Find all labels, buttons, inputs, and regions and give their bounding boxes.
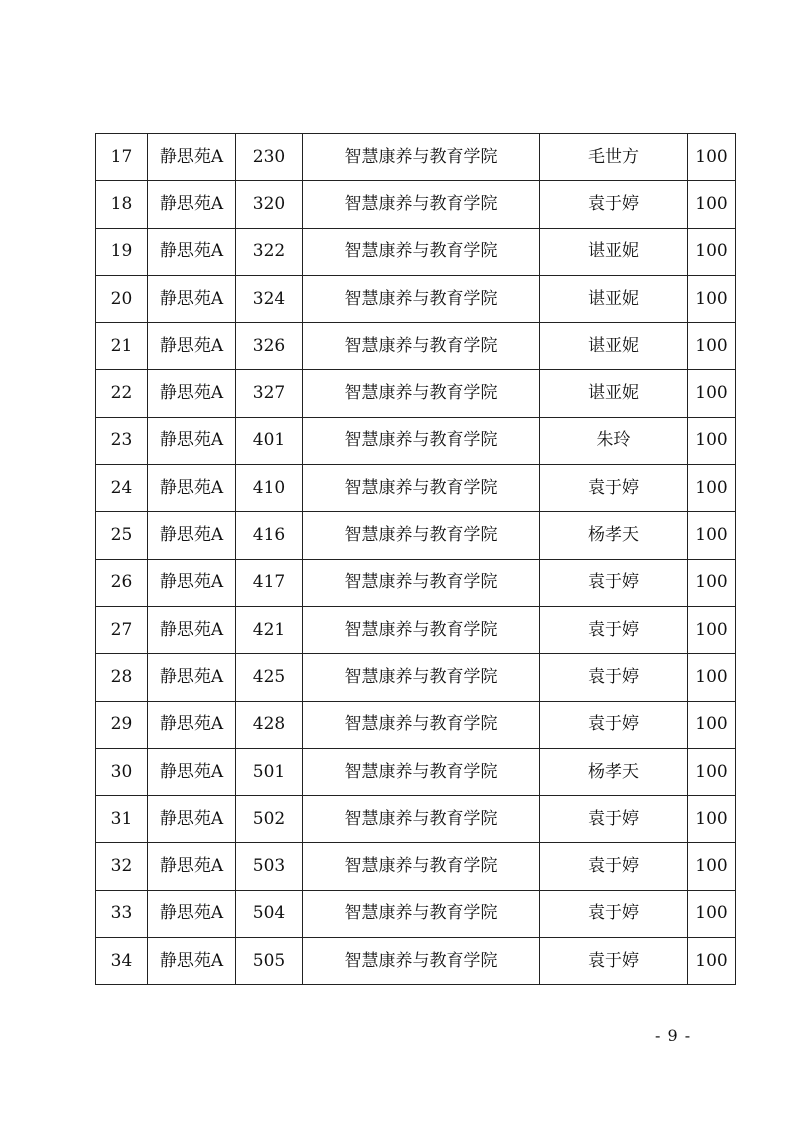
score-cell: 100 — [688, 181, 736, 228]
college-cell: 智慧康养与教育学院 — [303, 559, 540, 606]
room-number-cell: 416 — [236, 512, 303, 559]
inspector-name-cell: 袁于婷 — [540, 654, 688, 701]
building-cell: 静思苑A — [148, 370, 236, 417]
table-row — [96, 465, 736, 512]
table-row — [96, 748, 736, 795]
room-number-cell: 324 — [236, 275, 303, 322]
table-row — [96, 323, 736, 370]
table-row — [96, 606, 736, 653]
room-number-cell: 505 — [236, 938, 303, 985]
row-index-cell: 18 — [96, 181, 148, 228]
room-number-cell: 421 — [236, 606, 303, 653]
score-cell: 100 — [688, 134, 736, 181]
building-cell: 静思苑A — [148, 134, 236, 181]
page-number: - 9 - — [655, 1026, 692, 1045]
building-cell: 静思苑A — [148, 748, 236, 795]
building-cell: 静思苑A — [148, 512, 236, 559]
table-row — [96, 559, 736, 606]
score-cell: 100 — [688, 654, 736, 701]
inspector-name-cell: 袁于婷 — [540, 606, 688, 653]
building-cell: 静思苑A — [148, 228, 236, 275]
row-index-cell: 30 — [96, 748, 148, 795]
college-cell: 智慧康养与教育学院 — [303, 701, 540, 748]
row-index-cell: 32 — [96, 843, 148, 890]
score-cell: 100 — [688, 796, 736, 843]
building-cell: 静思苑A — [148, 701, 236, 748]
inspector-name-cell: 谌亚妮 — [540, 370, 688, 417]
score-cell: 100 — [688, 323, 736, 370]
row-index-cell: 21 — [96, 323, 148, 370]
row-index-cell: 26 — [96, 559, 148, 606]
building-cell: 静思苑A — [148, 181, 236, 228]
inspector-name-cell: 袁于婷 — [540, 843, 688, 890]
score-cell: 100 — [688, 275, 736, 322]
building-cell: 静思苑A — [148, 417, 236, 464]
score-cell: 100 — [688, 228, 736, 275]
row-index-cell: 28 — [96, 654, 148, 701]
table-body — [96, 134, 736, 985]
score-cell: 100 — [688, 938, 736, 985]
inspector-name-cell: 袁于婷 — [540, 465, 688, 512]
room-number-cell: 327 — [236, 370, 303, 417]
score-cell: 100 — [688, 748, 736, 795]
inspector-name-cell: 谌亚妮 — [540, 228, 688, 275]
college-cell: 智慧康养与教育学院 — [303, 417, 540, 464]
inspector-name-cell: 袁于婷 — [540, 701, 688, 748]
building-cell: 静思苑A — [148, 465, 236, 512]
room-number-cell: 503 — [236, 843, 303, 890]
row-index-cell: 31 — [96, 796, 148, 843]
table-row — [96, 417, 736, 464]
college-cell: 智慧康养与教育学院 — [303, 938, 540, 985]
inspector-name-cell: 毛世方 — [540, 134, 688, 181]
room-number-cell: 504 — [236, 890, 303, 937]
inspector-name-cell: 谌亚妮 — [540, 323, 688, 370]
table-row — [96, 938, 736, 985]
building-cell: 静思苑A — [148, 275, 236, 322]
row-index-cell: 20 — [96, 275, 148, 322]
building-cell: 静思苑A — [148, 796, 236, 843]
building-cell: 静思苑A — [148, 654, 236, 701]
room-number-cell: 322 — [236, 228, 303, 275]
building-cell: 静思苑A — [148, 559, 236, 606]
row-index-cell: 27 — [96, 606, 148, 653]
college-cell: 智慧康养与教育学院 — [303, 748, 540, 795]
row-index-cell: 34 — [96, 938, 148, 985]
college-cell: 智慧康养与教育学院 — [303, 843, 540, 890]
college-cell: 智慧康养与教育学院 — [303, 323, 540, 370]
score-cell: 100 — [688, 701, 736, 748]
room-number-cell: 320 — [236, 181, 303, 228]
building-cell: 静思苑A — [148, 938, 236, 985]
room-number-cell: 425 — [236, 654, 303, 701]
inspector-name-cell: 袁于婷 — [540, 938, 688, 985]
table-row — [96, 228, 736, 275]
room-number-cell: 401 — [236, 417, 303, 464]
room-number-cell: 502 — [236, 796, 303, 843]
score-cell: 100 — [688, 465, 736, 512]
inspector-name-cell: 杨孝天 — [540, 748, 688, 795]
score-cell: 100 — [688, 559, 736, 606]
score-cell: 100 — [688, 512, 736, 559]
room-number-cell: 428 — [236, 701, 303, 748]
row-index-cell: 23 — [96, 417, 148, 464]
table-row — [96, 275, 736, 322]
inspector-name-cell: 袁于婷 — [540, 890, 688, 937]
college-cell: 智慧康养与教育学院 — [303, 275, 540, 322]
room-number-cell: 417 — [236, 559, 303, 606]
row-index-cell: 22 — [96, 370, 148, 417]
table-row — [96, 181, 736, 228]
college-cell: 智慧康养与教育学院 — [303, 654, 540, 701]
score-cell: 100 — [688, 606, 736, 653]
college-cell: 智慧康养与教育学院 — [303, 370, 540, 417]
row-index-cell: 17 — [96, 134, 148, 181]
table-row — [96, 890, 736, 937]
college-cell: 智慧康养与教育学院 — [303, 465, 540, 512]
row-index-cell: 19 — [96, 228, 148, 275]
row-index-cell: 33 — [96, 890, 148, 937]
score-cell: 100 — [688, 843, 736, 890]
building-cell: 静思苑A — [148, 323, 236, 370]
college-cell: 智慧康养与教育学院 — [303, 512, 540, 559]
inspector-name-cell: 杨孝天 — [540, 512, 688, 559]
table-row — [96, 134, 736, 181]
table-row — [96, 512, 736, 559]
score-cell: 100 — [688, 417, 736, 464]
table-row — [96, 654, 736, 701]
college-cell: 智慧康养与教育学院 — [303, 228, 540, 275]
room-number-cell: 501 — [236, 748, 303, 795]
table-row — [96, 843, 736, 890]
room-number-cell: 410 — [236, 465, 303, 512]
room-number-cell: 326 — [236, 323, 303, 370]
inspector-name-cell: 袁于婷 — [540, 559, 688, 606]
college-cell: 智慧康养与教育学院 — [303, 134, 540, 181]
inspector-name-cell: 谌亚妮 — [540, 275, 688, 322]
row-index-cell: 29 — [96, 701, 148, 748]
building-cell: 静思苑A — [148, 606, 236, 653]
inspector-name-cell: 袁于婷 — [540, 796, 688, 843]
building-cell: 静思苑A — [148, 890, 236, 937]
table-row — [96, 370, 736, 417]
table-row — [96, 796, 736, 843]
score-cell: 100 — [688, 370, 736, 417]
dormitory-score-table — [95, 133, 736, 985]
college-cell: 智慧康养与教育学院 — [303, 606, 540, 653]
room-number-cell: 230 — [236, 134, 303, 181]
building-cell: 静思苑A — [148, 843, 236, 890]
row-index-cell: 24 — [96, 465, 148, 512]
college-cell: 智慧康养与教育学院 — [303, 796, 540, 843]
table-row — [96, 701, 736, 748]
inspector-name-cell: 朱玲 — [540, 417, 688, 464]
row-index-cell: 25 — [96, 512, 148, 559]
college-cell: 智慧康养与教育学院 — [303, 181, 540, 228]
score-cell: 100 — [688, 890, 736, 937]
inspector-name-cell: 袁于婷 — [540, 181, 688, 228]
college-cell: 智慧康养与教育学院 — [303, 890, 540, 937]
